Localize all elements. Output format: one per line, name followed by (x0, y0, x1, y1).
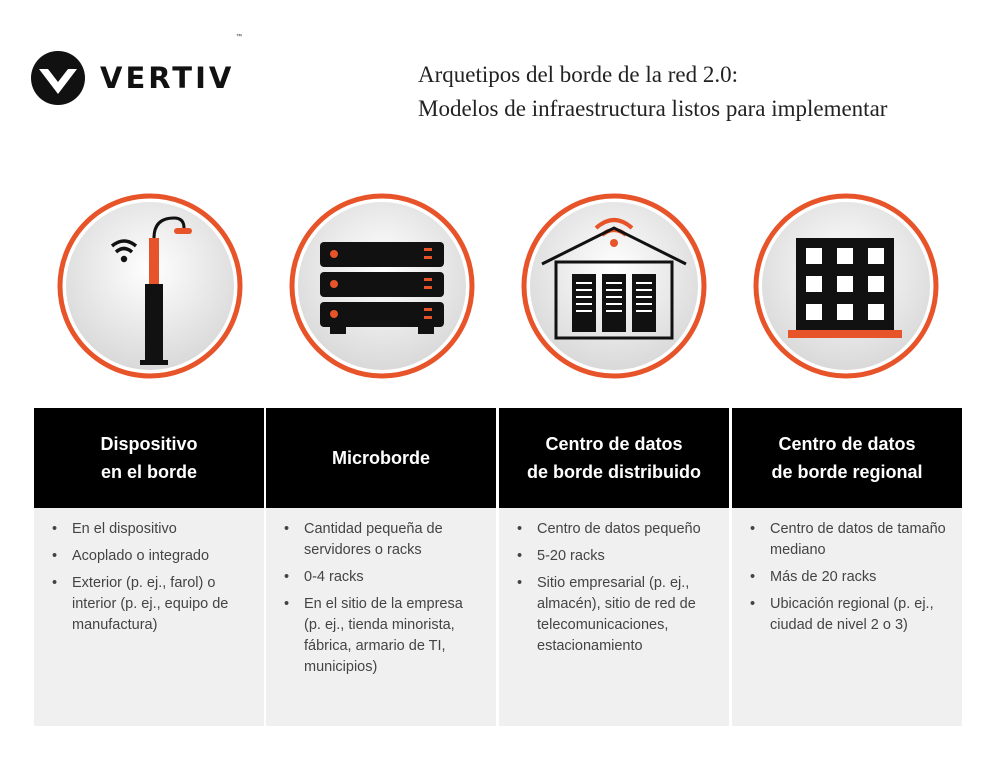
heading-line: en el borde (100, 462, 197, 482)
title-line-1: Arquetipos del borde de la red 2.0: (418, 62, 738, 87)
column-body (732, 508, 962, 726)
heading-line: de borde distribuido (527, 462, 701, 482)
list-item: • En el dispositivo (46, 519, 250, 540)
bullet-list (46, 519, 250, 636)
list-item: • 5-20 racks (511, 546, 715, 567)
bullet-list (744, 519, 948, 636)
brand-name: VERTIV (100, 61, 235, 95)
server-rack-icon (284, 188, 480, 384)
title-line-2: Modelos de infraestructura listos para implementar (418, 96, 888, 121)
list-item: • Centro de datos pequeño (511, 519, 715, 540)
micro-edge-badge (284, 188, 480, 384)
regional-building-icon (748, 188, 944, 384)
column-heading (34, 408, 264, 508)
column-heading (732, 408, 962, 508)
list-item: • Cantidad pequeña de servidores o racks (278, 519, 482, 561)
trademark-symbol: ™ (236, 34, 242, 40)
heading-line: Centro de datos (545, 434, 683, 454)
column-device-edge (34, 408, 264, 726)
list-item: • Ubicación regional (p. ej., ciudad de nivel 2 o 3) (744, 594, 948, 636)
device-edge-badge (52, 188, 248, 384)
list-item: • Exterior (p. ej., farol) o interior (p. ej., equipo de manufactura) (46, 573, 250, 636)
building-datacenter-icon (516, 188, 712, 384)
column-heading (499, 408, 729, 508)
vertiv-logo (30, 50, 234, 106)
heading-line: Dispositivo (100, 434, 198, 454)
distributed-edge-badge (516, 188, 712, 384)
vertiv-logo-mark-icon (30, 50, 86, 106)
list-item: • Sitio empresarial (p. ej., almacén), sitio de red de telecomunicaciones, estacionamiento (511, 573, 715, 657)
streetlight-wifi-icon (52, 188, 248, 384)
column-heading (266, 408, 496, 508)
column-body (266, 508, 496, 726)
heading-line: Centro de datos (778, 434, 916, 454)
list-item: • En el sitio de la empresa (p. ej., tienda minorista, fábrica, armario de TI, municipios) (278, 594, 482, 678)
column-regional-edge (732, 408, 962, 726)
list-item: • Más de 20 racks (744, 567, 948, 588)
list-item: • Acoplado o integrado (46, 546, 250, 567)
column-body (34, 508, 264, 726)
column-micro-edge (266, 408, 496, 726)
heading-line: Microborde (331, 448, 430, 468)
column-body (499, 508, 729, 726)
bullet-list (511, 519, 715, 657)
bullet-list (278, 519, 482, 678)
list-item: • 0-4 racks (278, 567, 482, 588)
page-title (418, 58, 887, 126)
heading-line: de borde regional (771, 462, 923, 482)
column-distributed-edge (499, 408, 729, 726)
list-item: • Centro de datos de tamaño mediano (744, 519, 948, 561)
regional-edge-badge (748, 188, 944, 384)
